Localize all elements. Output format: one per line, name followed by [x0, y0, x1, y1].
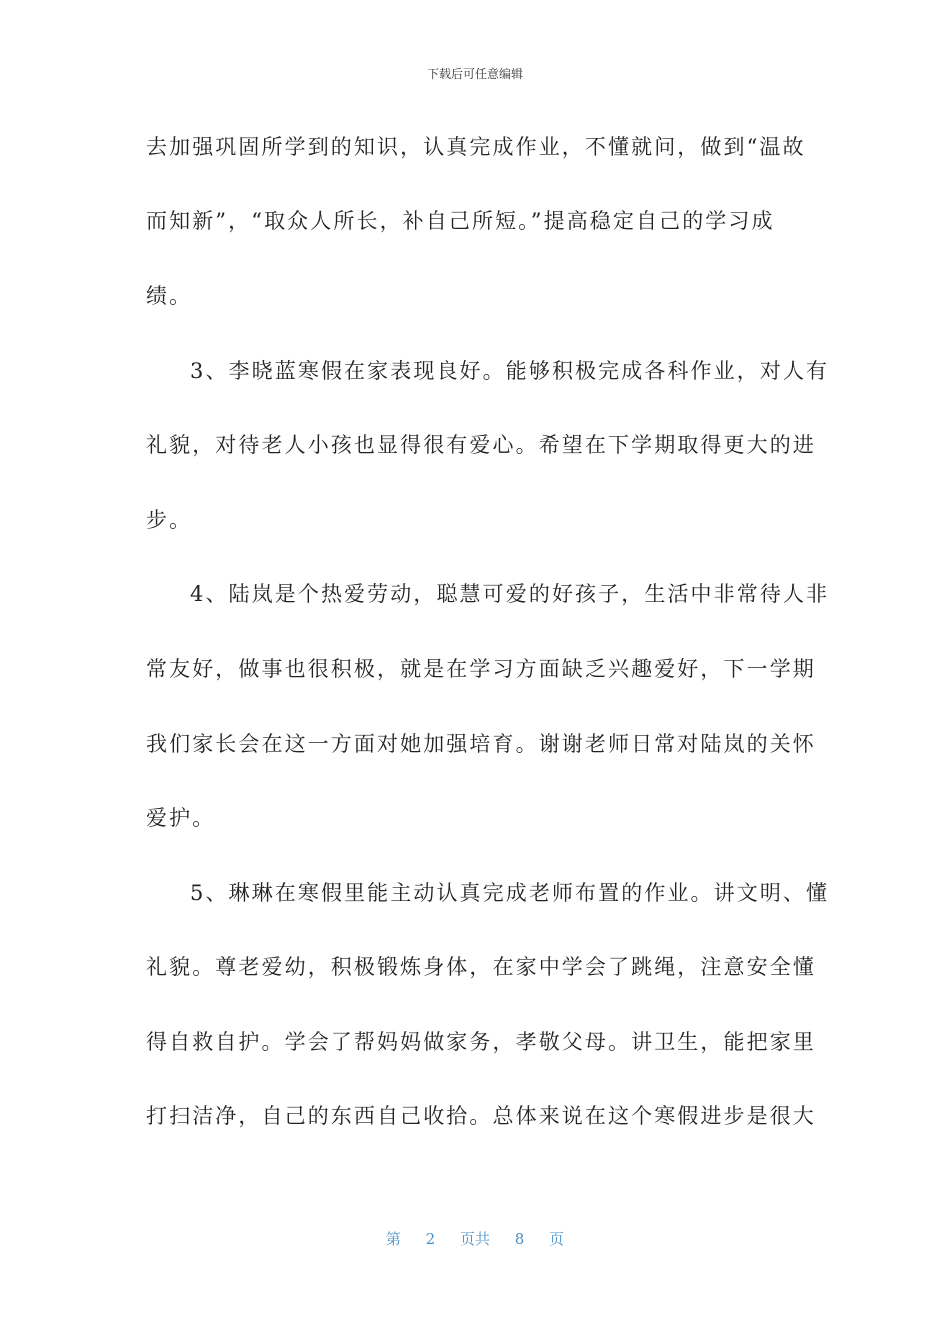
text-line: 绩。	[146, 284, 193, 308]
page-footer	[0, 1229, 950, 1249]
paragraph-5-line: 5、琳琳在寒假里能主动认真完成老师布置的作业。讲文明、懂	[190, 881, 830, 905]
text-line: 常友好，做事也很积极，就是在学习方面缺乏兴趣爱好，下一学期	[146, 657, 816, 681]
text-line: 礼貌，对待老人小孩也显得很有爱心。希望在下学期取得更大的进	[146, 433, 816, 457]
footer-middle: 页共	[459, 1230, 490, 1248]
text-line: 礼貌。尊老爱幼，积极锻炼身体，在家中学会了跳绳，注意安全懂	[146, 955, 816, 979]
paragraph-4-line: 4、陆岚是个热爱劳动，聪慧可爱的好孩子，生活中非常待人非	[190, 582, 830, 606]
paragraph-3-line: 3、李晓蓝寒假在家表现良好。能够积极完成各科作业，对人有	[190, 359, 830, 383]
text-line: 打扫洁净，自己的东西自己收拾。总体来说在这个寒假进步是很大	[146, 1104, 816, 1128]
footer-prefix: 第	[385, 1230, 401, 1248]
total-page-count: 8	[514, 1230, 525, 1248]
text-line: 得自救自护。学会了帮妈妈做家务，孝敬父母。讲卫生，能把家里	[146, 1030, 816, 1054]
text-line: 而知新”，“取众人所长，补自己所短。”提高稳定自己的学习成	[146, 209, 775, 233]
footer-suffix: 页	[549, 1230, 565, 1248]
text-line: 爱护。	[146, 806, 216, 830]
text-line: 我们家长会在这一方面对她加强培育。谢谢老师日常对陆岚的关怀	[146, 732, 816, 756]
text-line: 步。	[146, 508, 193, 532]
text-line: 去加强巩固所学到的知识，认真完成作业，不懂就问，做到“温故	[146, 135, 806, 159]
page-header: 下载后可任意编辑	[426, 67, 523, 81]
current-page-number: 2	[425, 1230, 436, 1248]
